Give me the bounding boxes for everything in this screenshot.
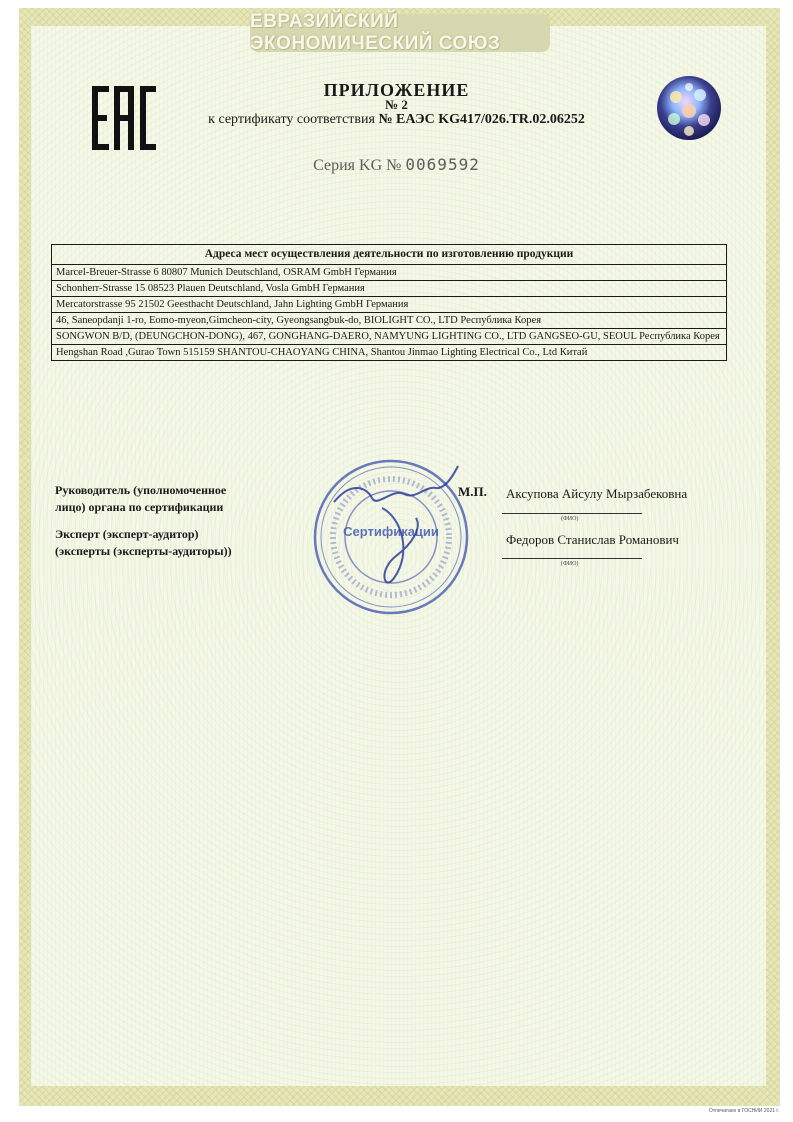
certificate-reference xyxy=(0,112,793,128)
expert-label xyxy=(55,526,232,560)
expert-label-line-1: Эксперт (эксперт-аудитор) xyxy=(55,527,199,541)
address-cell: Hengshan Road ,Gurao Town 515159 SHANTOU-CHAOYANG CHINA, Shantou Jinmao Lighting Electrical Co., Ltd Китай xyxy=(52,345,727,361)
address-cell: SONGWON B/D, (DEUNGCHON-DONG), 467, GONGHANG-DAERO, NAMYUNG LIGHTING CO., LTD GANGSEO-GU, SEOUL Республика Корея xyxy=(52,329,727,345)
table-row xyxy=(52,313,727,329)
expert-label-line-2: (эксперты (эксперты-аудиторы)) xyxy=(55,544,232,558)
address-cell: Mercatorstrasse 95 21502 Geesthacht Deutschland, Jahn Lighting GmbH Германия xyxy=(52,297,727,313)
table-header: Адреса мест осуществления деятельности по изготовлению продукции xyxy=(52,245,727,265)
table-row xyxy=(52,345,727,361)
certification-stamp-icon xyxy=(312,458,470,616)
table-row xyxy=(52,281,727,297)
table-row xyxy=(52,265,727,281)
table-row xyxy=(52,297,727,313)
expert-fio-caption: (ФИО) xyxy=(561,561,579,567)
stamp-text: Сертификации xyxy=(343,524,439,539)
address-cell: 46, Saneopdanji 1-ro, Eomo-myeon,Gimcheon-city, Gyeongsangbuk-do, BIOLIGHT CO., LTD Республика Корея xyxy=(52,313,727,329)
head-of-body-label xyxy=(55,482,226,516)
document-title: ПРИЛОЖЕНИЕ xyxy=(323,80,470,100)
union-banner-text: ЕВРАЗИЙСКИЙ ЭКОНОМИЧЕСКИЙ СОЮЗ xyxy=(250,11,501,54)
table-row xyxy=(52,329,727,345)
series-line xyxy=(0,155,793,175)
expert-signature-line xyxy=(502,558,642,559)
union-banner xyxy=(250,11,550,54)
address-cell: Marcel-Breuer-Strasse 6 80807 Munich Deutschland, OSRAM GmbH Германия xyxy=(52,265,727,281)
printer-note: Отпечатано в ГОСНИИ 2021 г. xyxy=(709,1108,779,1114)
head-signature-line xyxy=(502,513,642,514)
head-fio-caption: (ФИО) xyxy=(561,516,579,522)
appendix-number: № 2 xyxy=(385,97,408,112)
series-number: 0069592 xyxy=(405,155,480,174)
address-cell: Schonherr-Strasse 15 08523 Plauen Deutschland, Vosla GmbH Германия xyxy=(52,281,727,297)
certificate-prefix: к сертификату соответствия xyxy=(208,112,375,127)
head-label-line-1: Руководитель (уполномоченное xyxy=(55,483,227,497)
stamp-place-label: М.П. xyxy=(458,484,487,499)
certificate-number: № ЕАЭС KG417/026.TR.02.06252 xyxy=(378,112,585,127)
head-label-line-2: лицо) органа по сертификации xyxy=(55,500,224,514)
production-addresses-table xyxy=(51,244,727,361)
expert-name: Федоров Станислав Романович xyxy=(506,532,679,547)
head-name: Аксупова Айсулу Мырзабековна xyxy=(506,486,688,501)
series-prefix: Серия KG № xyxy=(313,157,402,174)
table-header-row xyxy=(52,245,727,265)
